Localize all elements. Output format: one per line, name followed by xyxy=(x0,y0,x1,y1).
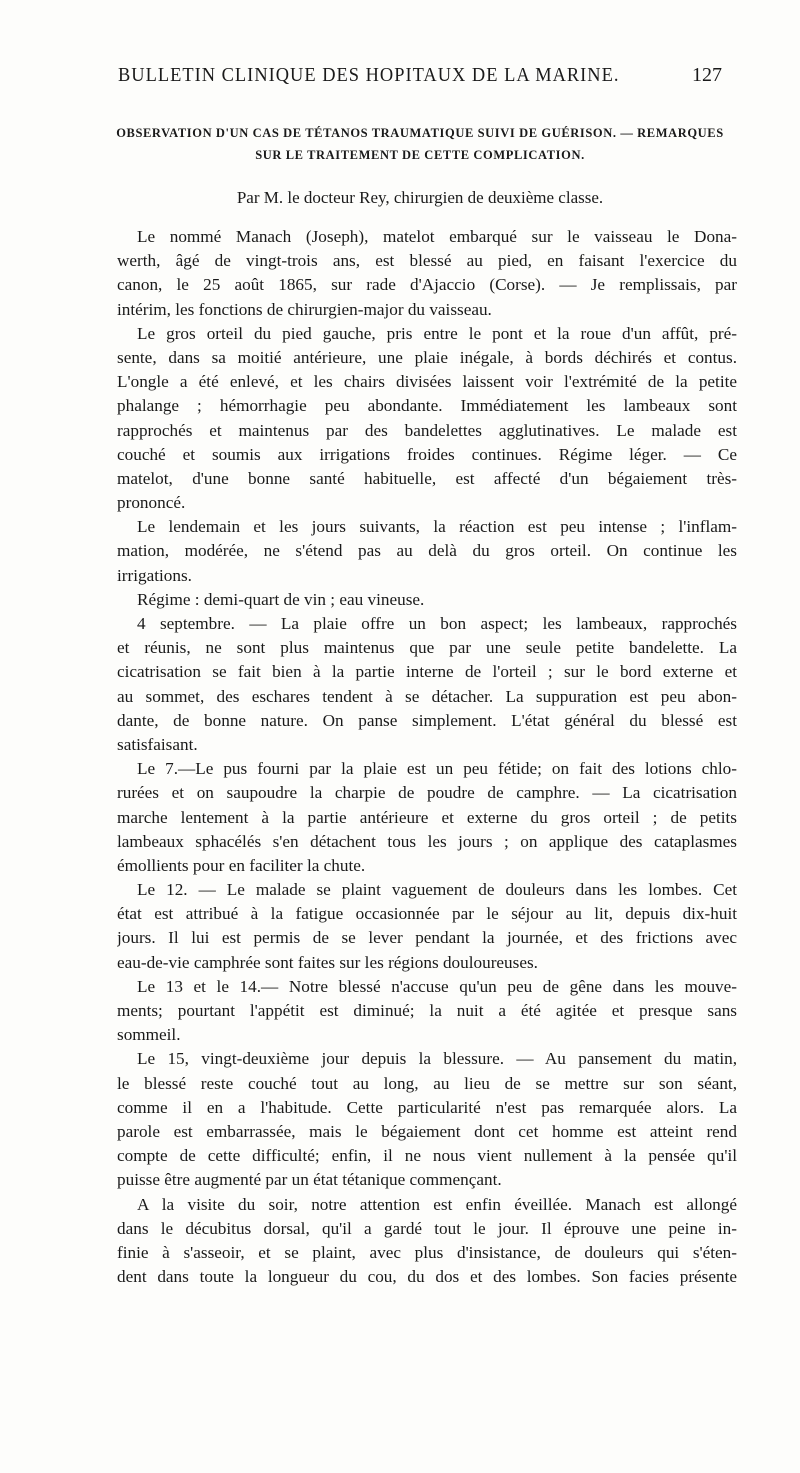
text-line: comme il en a l'habitude. Cette particularité n'est pas remarquée alors. La xyxy=(117,1097,737,1117)
text-line: Le gros orteil du pied gauche, pris entre le pont et la roue d'un affût, pré- xyxy=(137,323,737,343)
text-line: Régime : demi-quart de vin ; eau vineuse. xyxy=(137,589,425,609)
page-number: 127 xyxy=(692,64,722,86)
text-line: satisfaisant. xyxy=(117,734,198,754)
text-line: 4 septembre. — La plaie offre un bon aspect; les lambeaux, rapprochés xyxy=(137,614,737,633)
text-line: jours. Il lui est permis de se lever pendant la journée, et des frictions avec xyxy=(117,928,737,948)
text-line: dans le décubitus dorsal, qu'il a gardé tout le jour. Il éprouve une peine in- xyxy=(117,1218,737,1238)
text-line: lambeaux sphacélés s'en détachent tous les jours ; on applique des cataplasmes xyxy=(117,831,737,851)
article-title-line-1: OBSERVATION D'UN CAS DE TÉTANOS TRAUMATIQUE SUIVI DE GUÉRISON. — REMARQUES xyxy=(116,126,724,140)
text-line: parole est embarrassée, mais le bégaiement dont cet homme est atteint rend xyxy=(117,1121,737,1141)
text-line: le blessé reste couché tout au long, au lieu de se mettre sur son séant, xyxy=(117,1073,737,1093)
text-line: prononcé. xyxy=(117,493,186,513)
running-title: BULLETIN CLINIQUE DES HOPITAUX DE LA MARINE. xyxy=(118,64,620,86)
text-line: rapprochés et maintenus par des bandelettes agglutinatives. Le malade est xyxy=(117,420,737,440)
text-line: Le 7.—Le pus fourni par la plaie est un peu fétide; on fait des lotions chlo- xyxy=(137,759,737,779)
article-title-line-2: SUR LE TRAITEMENT DE CETTE COMPLICATION. xyxy=(255,148,585,162)
text-line: couché et soumis aux irrigations froides continues. Régime léger. — Ce xyxy=(117,444,737,464)
text-line: cicatrisation se fait bien à la partie interne de l'orteil ; sur le bord externe et xyxy=(117,662,737,682)
text-line: au sommet, des eschares tendent à se détacher. La suppuration est peu abon- xyxy=(117,686,737,706)
text-line: intérim, les fonctions de chirurgien-major du vaisseau. xyxy=(117,299,492,319)
text-line: A la visite du soir, notre attention est enfin éveillée. Manach est allongé xyxy=(137,1194,737,1214)
text-line: dent dans toute la longueur du cou, du dos et des lombes. Son facies présente xyxy=(117,1267,737,1287)
text-line: Le nommé Manach (Joseph), matelot embarqué sur le vaisseau le Dona- xyxy=(137,227,737,246)
text-line: phalange ; hémorrhagie peu abondante. Immédiatement les lambeaux sont xyxy=(117,396,737,416)
text-line: canon, le 25 août 1865, sur rade d'Ajaccio (Corse). — Je remplissais, par xyxy=(117,275,737,295)
text-line: irrigations. xyxy=(117,565,192,585)
text-line: Le 15, vingt-deuxième jour depuis la blessure. — Au pansement du matin, xyxy=(137,1049,737,1069)
text-line: sommeil. xyxy=(117,1025,181,1045)
text-line: et réunis, ne sont plus maintenus que par une seule petite bandelette. La xyxy=(117,638,737,658)
text-line: compte de cette difficulté; enfin, il ne nous vient nullement à la pensée qu'il xyxy=(117,1146,737,1166)
text-line: émollients pour en faciliter la chute. xyxy=(117,855,366,875)
text-line: ments; pourtant l'appétit est diminué; la nuit a été agitée et presque sans xyxy=(117,1001,737,1020)
text-line: puisse être augmenté par un état tétanique commençant. xyxy=(117,1170,502,1190)
text-line: état est attribué à la fatigue occasionnée par le séjour au lit, depuis dix-huit xyxy=(117,904,737,924)
body-text xyxy=(117,225,737,1289)
text-line: rurées et on saupoudre la charpie de poudre de camphre. — La cicatrisation xyxy=(117,783,737,803)
text-line: eau-de-vie camphrée sont faites sur les régions douloureuses. xyxy=(117,952,538,972)
text-line: finie à s'asseoir, et se plaint, avec plus d'insistance, de douleurs qui s'éten- xyxy=(117,1242,737,1262)
article-title xyxy=(110,122,730,166)
text-line: werth, âgé de vingt-trois ans, est blessé au pied, en faisant l'exercice du xyxy=(117,251,737,271)
text-line: L'ongle a été enlevé, et les chairs divisées laissent voir l'extrémité de la petite xyxy=(117,372,737,392)
text-line: Le 13 et le 14.— Notre blessé n'accuse qu'un peu de gêne dans les mouve- xyxy=(137,976,737,996)
text-line: mation, modérée, ne s'étend pas au delà du gros orteil. On continue les xyxy=(117,541,737,561)
text-line: Le lendemain et les jours suivants, la réaction est peu intense ; l'inflam- xyxy=(137,517,737,537)
running-header xyxy=(118,64,722,94)
text-line: dante, de bonne nature. On panse simplement. L'état général du blessé est xyxy=(117,710,737,730)
text-line: Le 12. — Le malade se plaint vaguement de douleurs dans les lombes. Cet xyxy=(137,880,737,900)
text-line: matelot, d'une bonne santé habituelle, est affecté d'un bégaiement très- xyxy=(117,468,737,488)
author-byline: Par M. le docteur Rey, chirurgien de deuxième classe. xyxy=(236,188,604,207)
text-line: sente, dans sa moitié antérieure, une plaie inégale, à bords déchirés et contus. xyxy=(117,347,737,367)
text-line: marche lentement à la partie antérieure et externe du gros orteil ; de petits xyxy=(117,807,737,827)
